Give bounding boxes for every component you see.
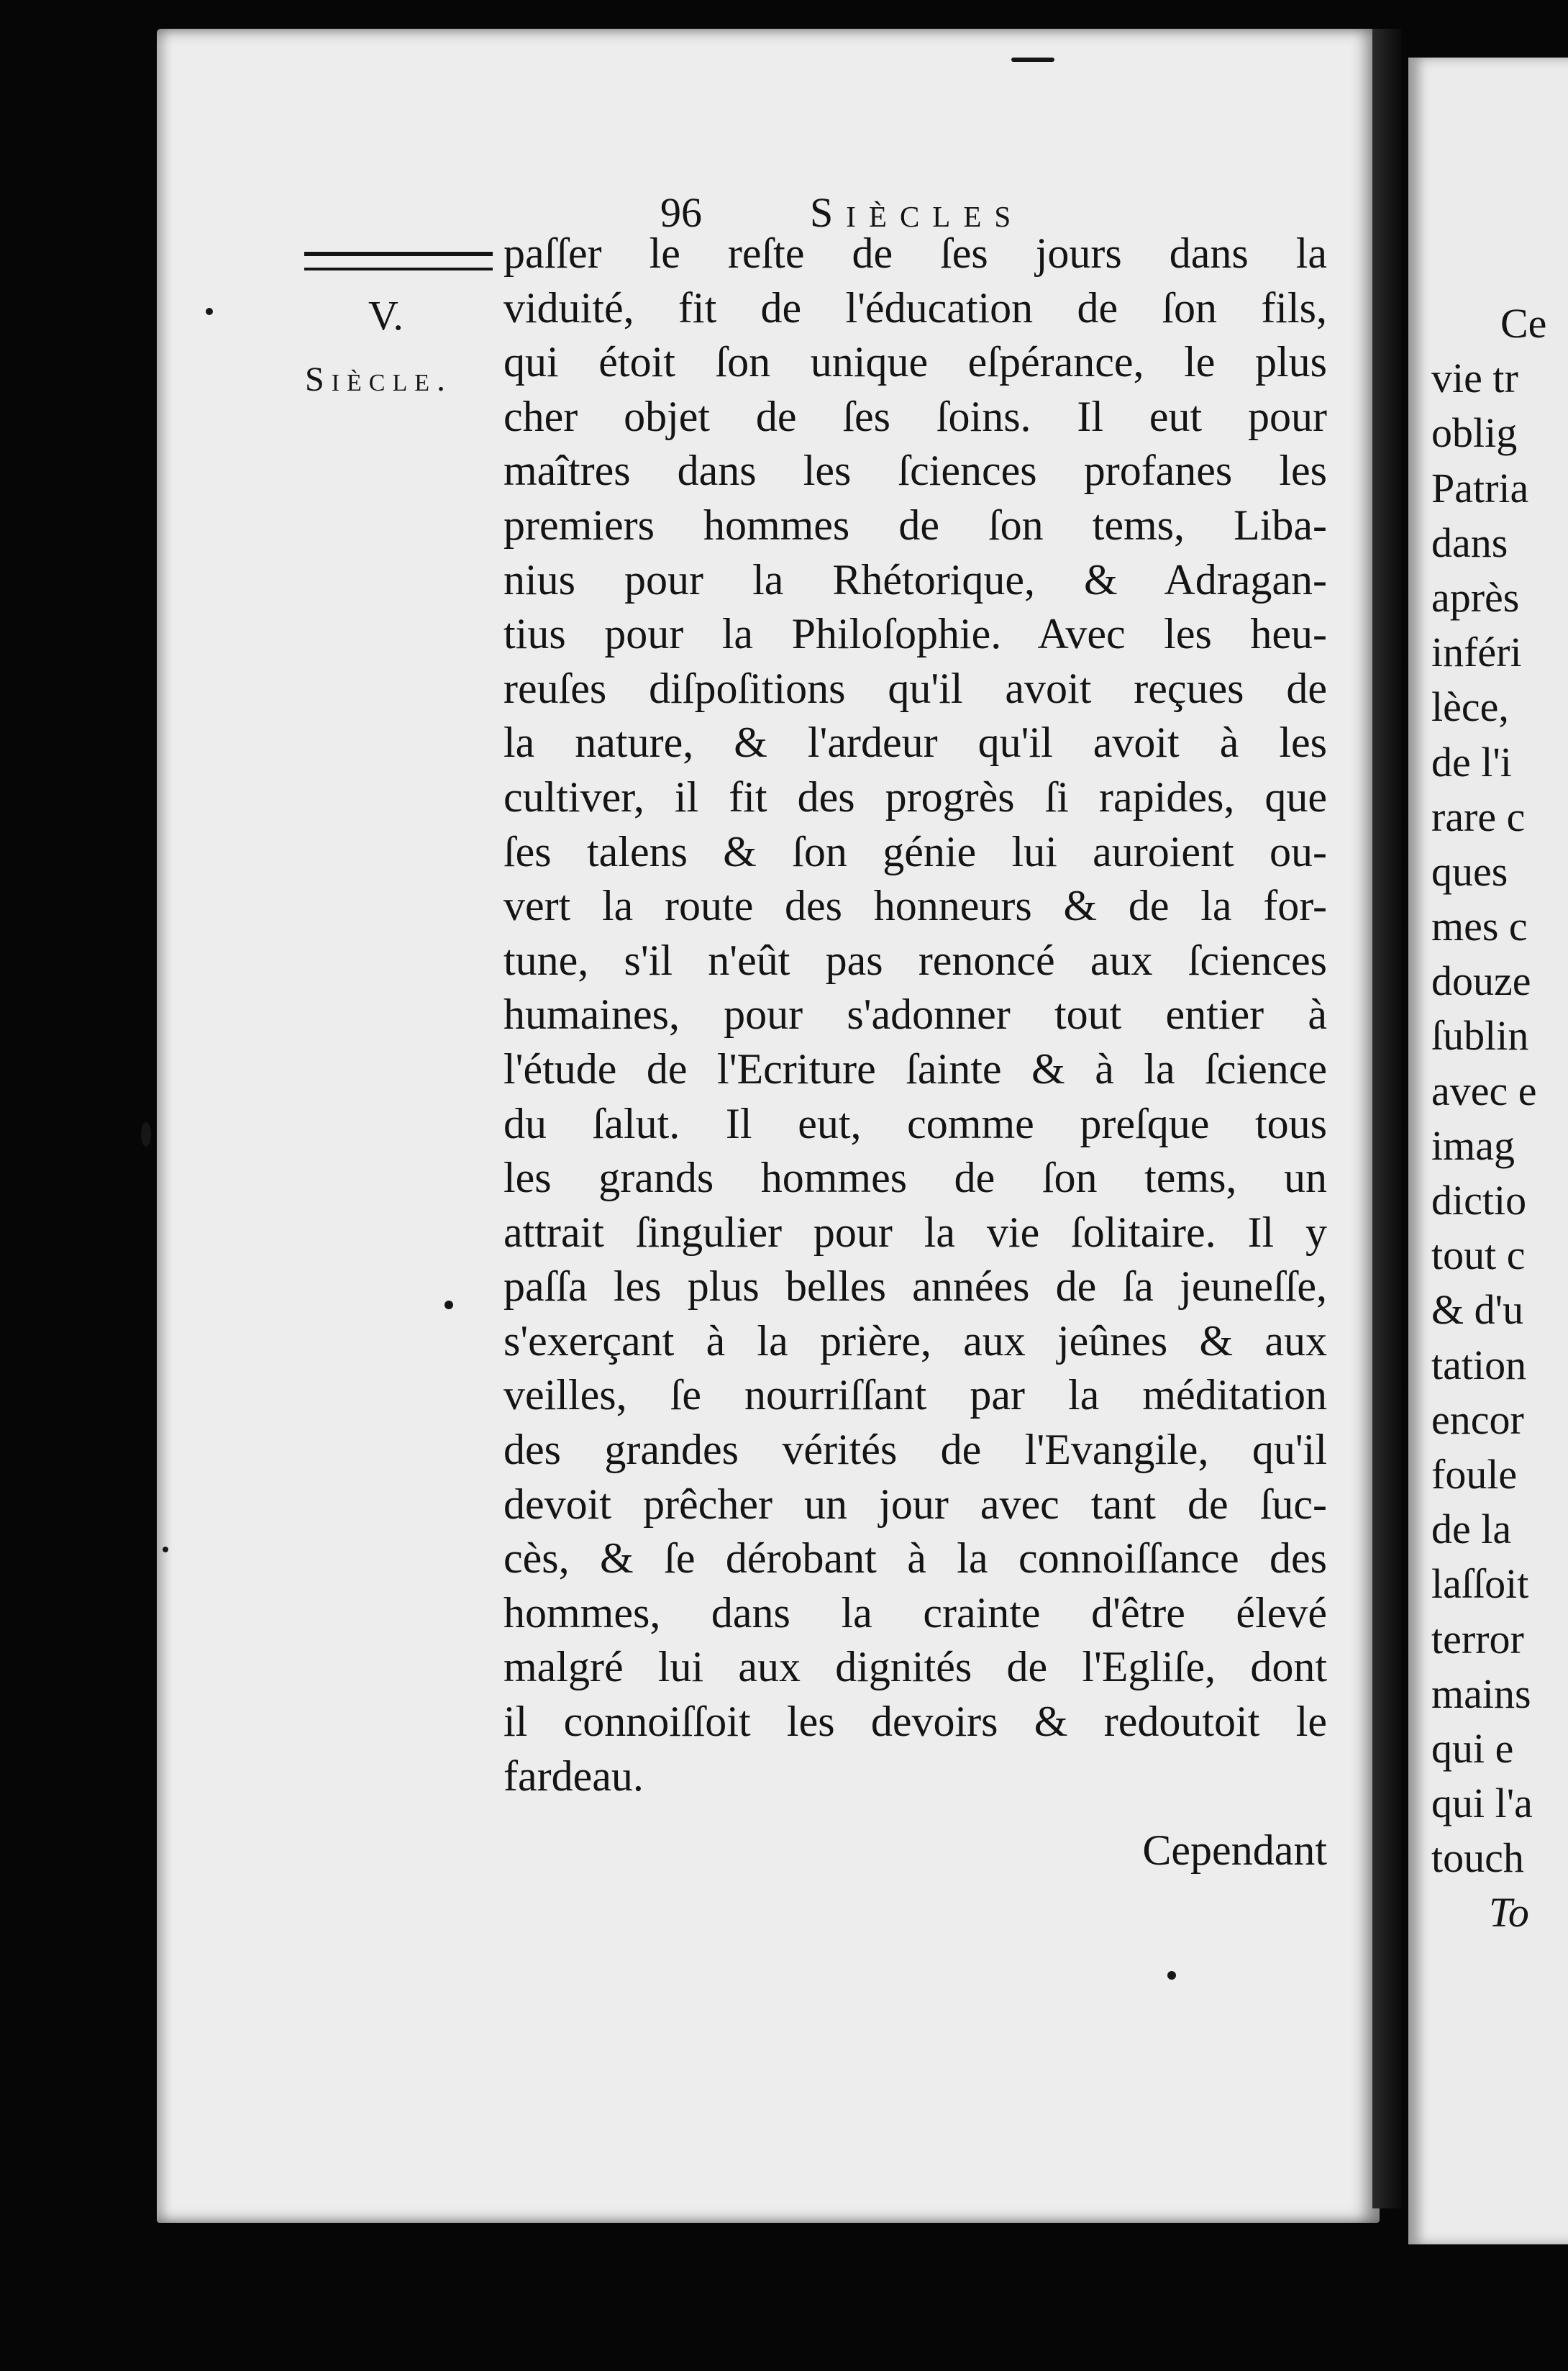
text-line: premiers hommes de ſon tems, Liba- — [503, 501, 1327, 549]
text-line: cher objet de ſes ſoins. Il eut pour — [503, 392, 1327, 440]
text-line: devoit prêcher un jour avec tant de ſuc- — [503, 1480, 1327, 1528]
facing-line: ques — [1431, 847, 1508, 895]
text-line: du ſalut. Il eut, comme preſque tous — [503, 1099, 1327, 1147]
text-line: ſes talens & ſon génie lui auroient ou- — [503, 827, 1327, 875]
text-line: tune, s'il n'eût pas renoncé aux ſciences — [503, 936, 1327, 984]
facing-line: touch — [1431, 1834, 1524, 1882]
margin-rule — [304, 252, 493, 270]
facing-line: terror — [1431, 1615, 1524, 1662]
facing-line: imag — [1431, 1121, 1515, 1169]
text-line: viduité, fit de l'éducation de ſon fils, — [503, 283, 1327, 332]
facing-line: mes c — [1431, 903, 1528, 950]
text-line: maîtres dans les ſciences profanes les — [503, 447, 1327, 495]
margin-century: V. — [368, 292, 404, 339]
facing-line: To — [1489, 1889, 1529, 1937]
running-title: Siècles — [810, 189, 1024, 236]
facing-line: vie tr — [1431, 355, 1518, 402]
facing-line: qui e — [1431, 1724, 1514, 1772]
facing-line: inféri — [1431, 629, 1522, 676]
text-line: vert la route des honneurs & de la for- — [503, 882, 1327, 930]
facing-line: rare c — [1431, 793, 1526, 840]
facing-line: mains — [1431, 1670, 1531, 1717]
text-line: cès, & ſe dérobant à la connoiſſance des — [503, 1534, 1327, 1583]
facing-line: foule — [1431, 1450, 1518, 1498]
scan-speck — [1011, 58, 1054, 62]
text-line: hommes, dans la crainte d'être élevé — [503, 1588, 1327, 1637]
scan-speck — [206, 308, 213, 315]
facing-line: laſſoit — [1431, 1560, 1529, 1608]
text-line: veilles, ſe nourriſſant par la méditation — [503, 1371, 1327, 1419]
text-line: malgré lui aux dignités de l'Egliſe, dont — [503, 1643, 1327, 1691]
text-line: paſſa les plus belles années de ſa jeuneſſe, — [503, 1262, 1327, 1311]
text-line: tius pour la Philoſophie. Avec les heu- — [503, 610, 1327, 658]
text-line: reuſes diſpoſitions qu'il avoit reçues de — [503, 664, 1327, 712]
facing-line: lèce, — [1431, 683, 1509, 731]
text-line: cultiver, il fit des progrès ſi rapides, que — [503, 773, 1327, 821]
scan-speck — [163, 1547, 168, 1552]
text-line: les grands hommes de ſon tems, un — [503, 1154, 1327, 1202]
text-line: humaines, pour s'adonner tout entier à — [503, 991, 1327, 1039]
text-line: attrait ſingulier pour la vie ſolitaire. Il y — [503, 1208, 1327, 1256]
catchword: Cependant — [1142, 1826, 1327, 1874]
facing-line: avec e — [1431, 1067, 1537, 1114]
text-line: paſſer le reſte de ſes jours dans la — [503, 229, 1327, 277]
text-line: il connoiſſoit les devoirs & redoutoit le — [503, 1698, 1327, 1746]
body-text — [503, 227, 1327, 1803]
scan-speck — [1167, 1971, 1176, 1980]
facing-line: tout c — [1431, 1232, 1526, 1279]
scan-speck — [141, 1122, 151, 1147]
facing-line: oblig — [1431, 409, 1518, 457]
facing-line: qui l'a — [1431, 1780, 1533, 1827]
facing-line: après — [1431, 573, 1520, 621]
facing-line: douze — [1431, 957, 1531, 1005]
text-line: des grandes vérités de l'Evangile, qu'il — [503, 1426, 1327, 1474]
facing-line: de l'i — [1431, 738, 1512, 786]
facing-line: & d'u — [1431, 1286, 1524, 1334]
facing-line: encor — [1431, 1396, 1524, 1443]
facing-line: de la — [1431, 1506, 1512, 1553]
facing-line: ſublin — [1431, 1012, 1529, 1060]
facing-line: Ce — [1500, 300, 1547, 347]
facing-line: dans — [1431, 519, 1508, 566]
text-line: nius pour la Rhétorique, & Adragan- — [503, 555, 1327, 604]
page-number: 96 — [660, 189, 702, 236]
facing-line: tation — [1431, 1341, 1527, 1388]
facing-text — [1431, 296, 1546, 1941]
facing-page — [1408, 58, 1568, 2244]
scan-speck — [445, 1301, 453, 1309]
facing-line: Patria — [1431, 464, 1529, 511]
text-line: la nature, & l'ardeur qu'il avoit à les — [503, 719, 1327, 767]
margin-label: Siècle. — [305, 360, 453, 399]
facing-line: dictio — [1431, 1177, 1527, 1224]
text-line: qui étoit ſon unique eſpérance, le plus — [503, 338, 1327, 386]
text-line: fardeau. — [503, 1752, 644, 1800]
text-line: s'exerçant à la prière, aux jeûnes & aux — [503, 1316, 1327, 1365]
text-line: l'étude de l'Ecriture ſainte & à la ſcience — [503, 1045, 1327, 1093]
